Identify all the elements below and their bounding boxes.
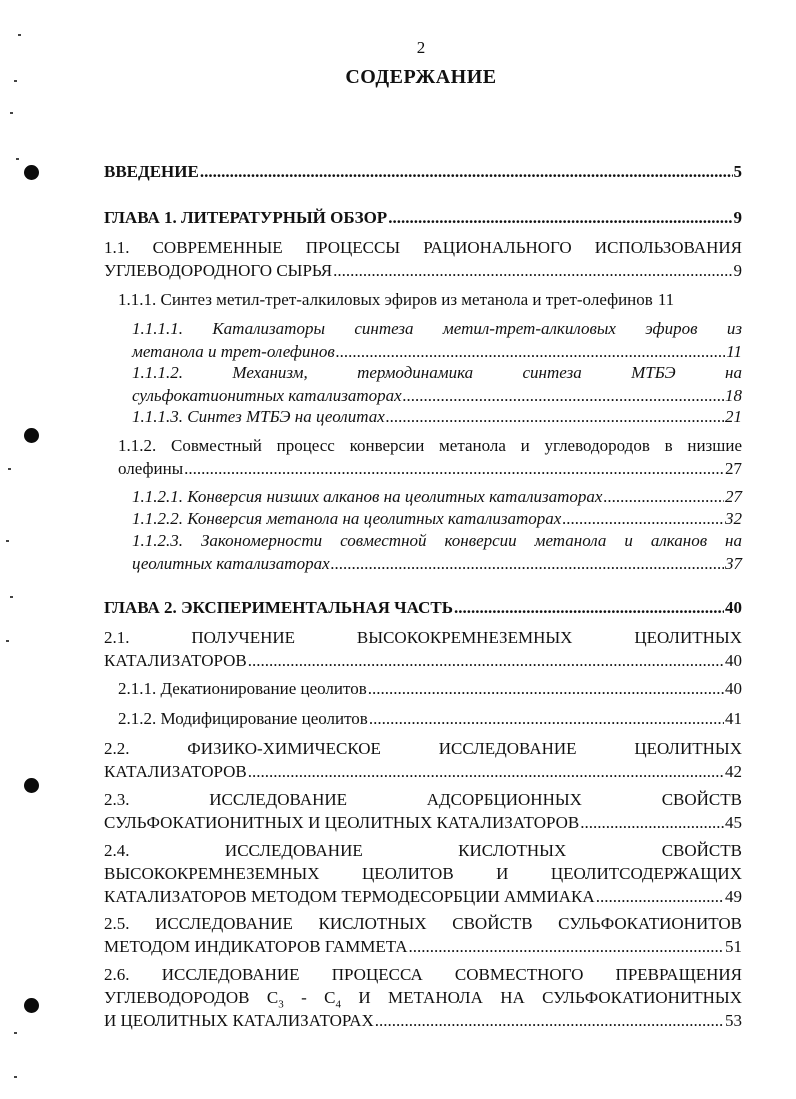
- toc-entry-title-line: 1.1. СОВРЕМЕННЫЕ ПРОЦЕССЫ РАЦИОНАЛЬНОГО ИСПОЛЬЗОВАНИЯ: [104, 238, 742, 257]
- toc-entry-page: 53: [725, 1011, 742, 1030]
- toc-entry-page: 51: [725, 937, 742, 956]
- toc-entry-title-line: 1.1.1.2. Механизм, термодинамика синтеза МТБЭ на: [132, 363, 742, 382]
- scan-speck: [14, 80, 17, 82]
- toc-entry-title-line: метанола и трет-олефинов: [132, 342, 335, 361]
- toc-entry-2-1: [104, 626, 742, 672]
- toc-entry-title-line: [104, 986, 742, 1009]
- toc-entry-page: 5: [733, 162, 742, 181]
- scan-speck: [10, 112, 13, 114]
- toc-entry-title: 1.1.1. Синтез метил-трет-алкиловых эфиров из метанола и трет-олефинов: [118, 290, 653, 309]
- toc-entry-page: 40: [725, 679, 742, 698]
- scan-speck: [6, 540, 9, 542]
- toc-entry-1-1-2-2: [132, 507, 742, 530]
- toc-entry-chapter-1: [104, 206, 742, 229]
- toc-entry-1-1-2-3: [132, 529, 742, 575]
- toc-entry-title-line: УГЛЕВОДОРОДНОГО СЫРЬЯ: [104, 261, 333, 280]
- scan-speck: [14, 1076, 17, 1078]
- toc-entry-title-line: ВЫСОКОКРЕМНЕЗЕМНЫХ ЦЕОЛИТОВ И ЦЕОЛИТСОДЕРЖАЩИХ: [104, 864, 742, 883]
- punch-hole: [24, 998, 39, 1013]
- toc-entry-page: 27: [725, 459, 742, 478]
- toc-entry-1-1: [104, 236, 742, 282]
- toc-entry-page: 49: [725, 887, 742, 906]
- toc-entry-page: 18: [725, 386, 742, 405]
- toc-entry-1-1-2: [118, 434, 742, 480]
- toc-entry-title-line: 2.2. ФИЗИКО-ХИМИЧЕСКОЕ ИССЛЕДОВАНИЕ ЦЕОЛИТНЫХ: [104, 739, 742, 758]
- toc-entry-title-line: СУЛЬФОКАТИОНИТНЫХ И ЦЕОЛИТНЫХ КАТАЛИЗАТОРОВ: [104, 813, 580, 832]
- toc-entry-2-2: [104, 737, 742, 783]
- toc-entry-title: 1.1.2.1. Конверсия низших алканов на цеолитных катализаторах: [132, 487, 603, 506]
- page-number: 2: [416, 38, 426, 57]
- toc-entry-title-line: 2.4. ИССЛЕДОВАНИЕ КИСЛОТНЫХ СВОЙСТВ: [104, 841, 742, 860]
- toc-entry-title-line: 2.5. ИССЛЕДОВАНИЕ КИСЛОТНЫХ СВОЙСТВ СУЛЬФОКАТИОНИТОВ: [104, 914, 742, 933]
- toc-entry-1-1-2-1: [132, 485, 742, 508]
- toc-entry-page: 11: [726, 342, 742, 361]
- punch-hole: [24, 778, 39, 793]
- toc-entry-page: 11: [657, 290, 675, 309]
- toc-entry-2-1-2: [118, 707, 742, 730]
- toc-entry-1-1-1-2: [132, 361, 742, 407]
- toc-entry-title-line: 2.6. ИССЛЕДОВАНИЕ ПРОЦЕССА СОВМЕСТНОГО ПРЕВРАЩЕНИЯ: [104, 965, 742, 984]
- toc-entry-title-line: И ЦЕОЛИТНЫХ КАТАЛИЗАТОРАХ: [104, 1011, 374, 1030]
- toc-entry-page: 27: [725, 487, 742, 506]
- formula-text: И МЕТАНОЛА НА СУЛЬФОКАТИОНИТНЫХ: [340, 988, 742, 1007]
- toc-entry-chapter-2: [104, 596, 742, 619]
- toc-entry-page: 40: [725, 598, 742, 617]
- toc-entry-2-3: [104, 788, 742, 834]
- toc-entry-title-line: 2.3. ИССЛЕДОВАНИЕ АДСОРБЦИОННЫХ СВОЙСТВ: [104, 790, 742, 809]
- page-title: СОДЕРЖАНИЕ: [345, 66, 497, 88]
- toc-entry-title-line: 1.1.2. Совместный процесс конверсии метанола и углеводородов в низшие: [118, 436, 742, 455]
- subscript: 3: [278, 998, 284, 1011]
- toc-entry-2-5: [104, 912, 742, 958]
- toc-entry-title: 2.1.2. Модифицирование цеолитов: [118, 709, 368, 728]
- toc-entry-title: ГЛАВА 1. ЛИТЕРАТУРНЫЙ ОБЗОР: [104, 208, 388, 227]
- toc-entry-page: 32: [725, 509, 742, 528]
- punch-hole: [24, 165, 39, 180]
- toc-entry-title-line: 1.1.1.1. Катализаторы синтеза метил-трет-алкиловых эфиров из: [132, 319, 742, 338]
- toc-entry-page: 41: [725, 709, 742, 728]
- toc-entry-page: 40: [725, 651, 742, 670]
- toc-entry-title-line: КАТАЛИЗАТОРОВ: [104, 762, 247, 781]
- scan-speck: [18, 34, 21, 36]
- toc-entry-title-line: КАТАЛИЗАТОРОВ: [104, 651, 247, 670]
- toc-entry-title-line: МЕТОДОМ ИНДИКАТОРОВ ГАММЕТА: [104, 937, 408, 956]
- toc-entry-page: 37: [725, 554, 742, 573]
- toc-entry-page: 9: [733, 261, 742, 280]
- toc-entry-2-6: [104, 963, 742, 1032]
- toc-entry-1-1-1: [118, 288, 742, 311]
- scan-speck: [14, 1032, 17, 1034]
- toc-entry-page: 21: [725, 407, 742, 426]
- toc-entry-title: 1.1.2.2. Конверсия метанола на цеолитных катализаторах: [132, 509, 562, 528]
- scan-speck: [16, 158, 19, 160]
- toc-entry-2-4: [104, 839, 742, 908]
- formula-text: - C: [283, 988, 336, 1007]
- toc-entry-title-line: КАТАЛИЗАТОРОВ МЕТОДОМ ТЕРМОДЕСОРБЦИИ АММИАКА: [104, 887, 595, 906]
- scan-speck: [10, 596, 13, 598]
- subscript: 4: [335, 998, 341, 1011]
- toc-entry-title: 1.1.1.3. Синтез МТБЭ на цеолитах: [132, 407, 385, 426]
- toc-entry-title: ГЛАВА 2. ЭКСПЕРИМЕНТАЛЬНАЯ ЧАСТЬ: [104, 598, 453, 617]
- toc-entry-1-1-1-1: [132, 317, 742, 363]
- scan-speck: [6, 640, 9, 642]
- punch-hole: [24, 428, 39, 443]
- toc-entry-page: 9: [733, 208, 742, 227]
- toc-entry-intro: [104, 160, 742, 183]
- toc-entry-title-line: сульфокатионитных катализаторах: [132, 386, 402, 405]
- toc-entry-title-line: 1.1.2.3. Закономерности совместной конверсии метанола и алканов на: [132, 531, 742, 550]
- toc-entry-page: 42: [725, 762, 742, 781]
- toc-entry-page: 45: [725, 813, 742, 832]
- toc-entry-title-line: цеолитных катализаторах: [132, 554, 330, 573]
- toc-entry-1-1-1-3: [132, 405, 742, 428]
- toc-entry-2-1-1: [118, 677, 742, 700]
- scan-speck: [8, 468, 11, 470]
- toc-entry-title: 2.1.1. Декатионирование цеолитов: [118, 679, 367, 698]
- toc-entry-title-line: 2.1. ПОЛУЧЕНИЕ ВЫСОКОКРЕМНЕЗЕМНЫХ ЦЕОЛИТНЫХ: [104, 628, 742, 647]
- toc-entry-title-line: олефины: [118, 459, 184, 478]
- toc-entry-title: ВВЕДЕНИЕ: [104, 162, 199, 181]
- formula-text: УГЛЕВОДОРОДОВ C: [104, 988, 279, 1007]
